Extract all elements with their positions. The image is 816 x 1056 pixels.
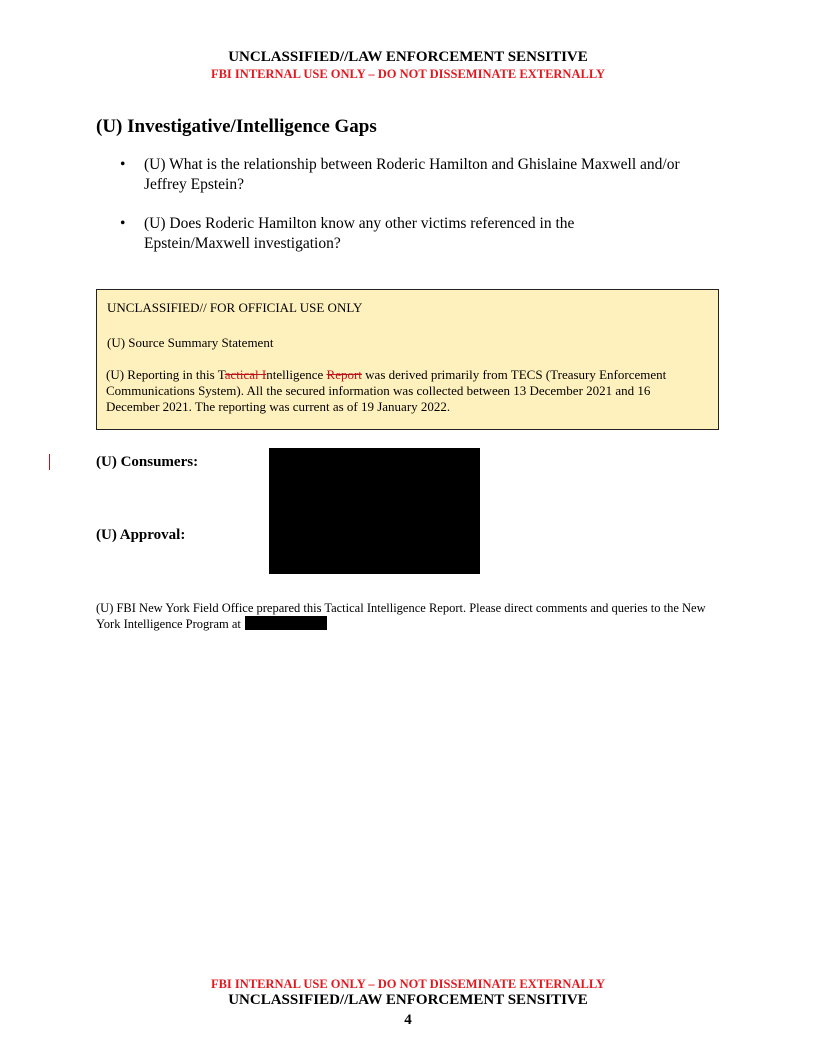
source-summary-classification: UNCLASSIFIED// FOR OFFICIAL USE ONLY bbox=[107, 300, 363, 315]
header-dissemination-warning: FBI INTERNAL USE ONLY – DO NOT DISSEMINATE EXTERNALLY bbox=[210, 67, 606, 81]
source-summary-paragraph bbox=[106, 367, 706, 415]
revision-change-bar bbox=[49, 454, 50, 470]
prepared-by-text: (U) FBI New York Field Office prepared this Tactical Intelligence Report. Please direct comments and queries to the New York Intelligence Program at bbox=[96, 601, 706, 631]
consumers-label: (U) Consumers: bbox=[96, 454, 199, 470]
source-summary-heading: (U) Source Summary Statement bbox=[107, 335, 274, 350]
source-summary-box bbox=[96, 289, 719, 430]
redaction-inline bbox=[245, 616, 327, 630]
list-item bbox=[120, 155, 680, 195]
summary-text-suffix: was derived primarily from TECS (Treasury Enforcement Communications System). All the secured information was collected between 13 December 2021 and 16 December 2021. The reporting was current as of 19 January 2022. bbox=[106, 367, 667, 414]
prepared-by-note bbox=[96, 600, 726, 632]
section-title-gaps: (U) Investigative/Intelligence Gaps bbox=[96, 116, 377, 137]
page-number: 4 bbox=[404, 1012, 412, 1028]
bullet-icon: • bbox=[120, 215, 126, 232]
list-item bbox=[120, 214, 680, 254]
approval-label: (U) Approval: bbox=[96, 527, 186, 543]
gaps-list bbox=[120, 155, 680, 273]
redaction-block bbox=[269, 448, 480, 574]
footer-dissemination-warning: FBI INTERNAL USE ONLY – DO NOT DISSEMINATE EXTERNALLY bbox=[210, 977, 606, 991]
struck-text: R bbox=[326, 367, 336, 382]
struck-text: actical I bbox=[224, 367, 267, 382]
gap-question-1: (U) What is the relationship between Roderic Hamilton and Ghislaine Maxwell and/or Jeffrey Epstein? bbox=[144, 156, 680, 193]
summary-text-prefix: (U) Reporting in this T bbox=[106, 367, 225, 382]
gap-question-2: (U) Does Roderic Hamilton know any other victims referenced in the Epstein/Maxwell investigation? bbox=[144, 215, 575, 252]
footer-classification: UNCLASSIFIED//LAW ENFORCEMENT SENSITIVE bbox=[228, 992, 588, 1008]
summary-text-middle: ntelligence bbox=[266, 367, 327, 382]
struck-text: eport bbox=[335, 367, 362, 382]
header-classification: UNCLASSIFIED//LAW ENFORCEMENT SENSITIVE bbox=[228, 49, 588, 65]
bullet-icon: • bbox=[120, 156, 126, 173]
